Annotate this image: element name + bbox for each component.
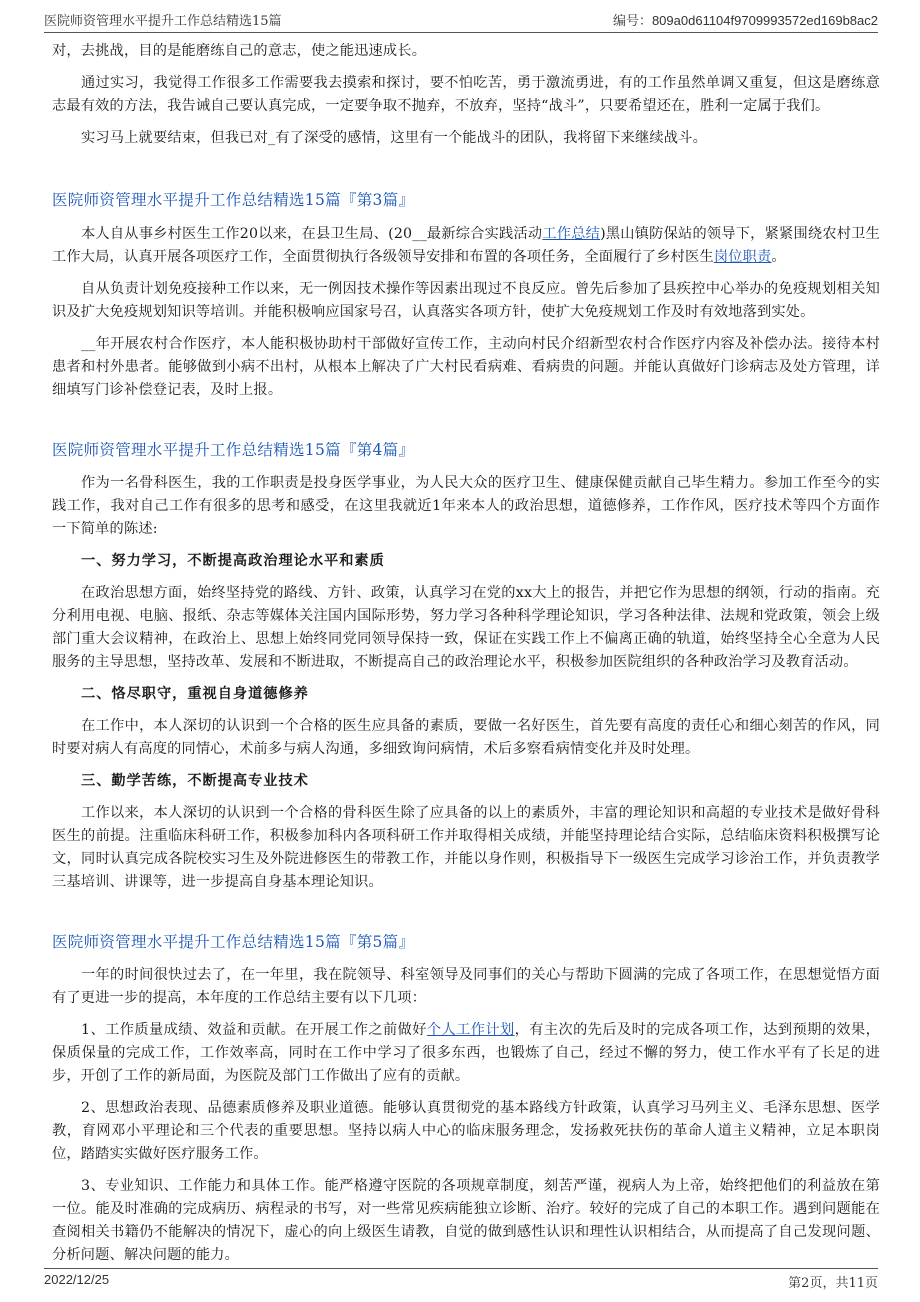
paragraph: 自从负责计划免疫接种工作以来，无一例因技术操作等因素出现过不良反应。曾先后参加了县疾控中心举办的免疫规划相关知识及扩大免疫规划知识等培训。并能积极响应国家号召，认真落实各项方针，使扩大免疫规划工作及时有效地落到实处。 xyxy=(52,281,880,320)
section-heading-4: 医院师资管理水平提升工作总结精选15篇『第4篇』 xyxy=(52,441,415,459)
section-heading-3: 医院师资管理水平提升工作总结精选15篇『第3篇』 xyxy=(52,191,415,209)
paragraph-text: )黑山镇防保站的领导下，紧紧围绕农村卫生工作大局，认真开展各项医疗工作，全面贯彻执行各级领导安排和布置的各项任务，全面履行了乡村医生 xyxy=(52,226,880,265)
paragraph-text: ，有主次的先后及时的完成各项工作，达到预期的效果，保质保量的完成工作，工作效率高，同时在工作中学习了很多东西，也锻炼了自己，经过不懈的努力，使工作水平有了长足的进步，开创了工作的新局面，为医院及部门工作做出了应有的贡献。 xyxy=(52,1022,880,1084)
paragraph: 通过实习，我觉得工作很多工作需要我去摸索和探讨，要不怕吃苦，勇于激流勇进，有的工作虽然单调又重复，但这是磨练意志最有效的方法，我告诫自己要认真完成，一定要争取不抛弃，不放弃，坚持“战斗”，只要希望还在，胜利一定属于我们。 xyxy=(52,75,880,114)
subheading: 一、努力学习，不断提高政治理论水平和素质 xyxy=(81,553,385,569)
paragraph: 工作以来，本人深切的认识到一个合格的骨科医生除了应具备的以上的素质外，丰富的理论知识和高超的专业技术是做好骨科医生的前提。注重临床科研工作，积极参加科内各项科研工作并取得相关成绩，并能坚持理论结合实际，总结临床资料积极撰写论文，同时认真完成各院校实习生及外院进修医生的带教工作，并能以身作则，积极指导下一级医生完成学习诊治工作，并负责教学三基培训、讲课等，进一步提高自身基本理论知识。 xyxy=(52,805,880,890)
job-duties-link[interactable]: 岗位职责 xyxy=(713,249,772,265)
paragraph: 在工作中，本人深切的认识到一个合格的医生应具备的素质，要做一名好医生，首先要有高度的责任心和细心刻苦的作风，同时要对病人有高度的同情心，术前多与病人沟通，多细致询问病情，术后多察看病情变化并及时处理。 xyxy=(52,718,880,757)
document-body xyxy=(52,40,880,1267)
paragraph: 实习马上就要结束，但我已对_有了深受的感情，这里有一个能战斗的团队，我将留下来继续战斗。 xyxy=(81,130,707,146)
personal-work-plan-link[interactable]: 个人工作计划 xyxy=(426,1022,515,1038)
paragraph: 在政治思想方面，始终坚持党的路线、方针、政策，认真学习在党的xx大上的报告，并把它作为思想的纲领，行动的指南。充分利用电视、电脑、报纸、杂志等媒体关注国内国际形势，努力学习各种科学理论知识，学习各种法律、法规和党政策，领会上级部门重大会议精神，在政治上、思想上始终同党同领导保持一致，保证在实践工作上不偏离正确的轨道，始终坚持全心全意为人民服务的主导思想，坚持改革、发展和不断进取，不断提高自己的政治理论水平，积极参加医院组织的各种政治学习及教育活动。 xyxy=(52,585,880,670)
paragraph: __年开展农村合作医疗，本人能积极协助村干部做好宣传工作，主动向村民介绍新型农村合作医疗内容及补偿办法。接待本村患者和村外患者。能够做到小病不出村，从根本上解决了广大村民看病难、看病贵的问题。并能认真做好门诊病志及处方管理，详细填写门诊补偿登记表，及时上报。 xyxy=(52,336,880,398)
paragraph-text: 。 xyxy=(771,249,786,265)
page-footer xyxy=(44,1268,878,1290)
header-title: 医院师资管理水平提升工作总结精选15篇 xyxy=(44,14,282,29)
section-heading-5: 医院师资管理水平提升工作总结精选15篇『第5篇』 xyxy=(52,933,415,951)
work-summary-link[interactable]: 工作总结 xyxy=(542,226,601,242)
paragraph-text: 1、工作质量成绩、效益和贡献。在开展工作之前做好 xyxy=(81,1022,427,1038)
paragraph xyxy=(52,223,880,269)
paragraph: 对，去挑战，目的是能磨练自己的意志，使之能迅速成长。 xyxy=(52,43,427,59)
header-doc-id: 编号：809a0d61104f9709993572ed169b8ac2 xyxy=(612,13,878,28)
footer-date: 2022/12/25 xyxy=(44,1272,110,1287)
paragraph xyxy=(52,1019,880,1088)
paragraph: 一年的时间很快过去了，在一年里，我在院领导、科室领导及同事们的关心与帮助下圆满的完成了各项工作，在思想觉悟方面有了更进一步的提高，本年度的工作总结主要有以下几项： xyxy=(52,967,880,1006)
paragraph: 3、专业知识、工作能力和具体工作。能严格遵守医院的各项规章制度，刻苦严谨，视病人为上帝，始终把他们的利益放在第一位。能及时准确的完成病历、病程录的书写，对一些常见疾病能独立诊断、治疗。较好的完成了自己的本职工作。遇到问题能在查阅相关书籍仍不能解决的情况下，虚心的向上级医生请教，自觉的做到感性认识和理性认识相结合，从而提高了自己发现问题、分析问题、解决问题的能力。 xyxy=(52,1178,880,1263)
subheading: 二、恪尽职守，重视自身道德修养 xyxy=(81,686,309,702)
page-header xyxy=(44,10,878,33)
paragraph: 作为一名骨科医生，我的工作职责是投身医学事业，为人民大众的医疗卫生、健康保健贡献自己毕生精力。参加工作至今的实践工作，我对自己工作有很多的思考和感受，在这里我就近1年来本人的政治思想，道德修养，工作作风，医疗技术等四个方面作一下简单的陈述: xyxy=(52,475,880,537)
paragraph-text: 本人自从事乡村医生工作20以来，在县卫生局、(20__最新综合实践活动 xyxy=(81,226,543,242)
subheading: 三、勤学苦练，不断提高专业技术 xyxy=(81,773,309,789)
page-number: 第2页，共11页 xyxy=(788,1276,878,1291)
paragraph: 2、思想政治表现、品德素质修养及职业道德。能够认真贯彻党的基本路线方针政策，认真学习马列主义、毛泽东思想、医学教，育网邓小平理论和三个代表的重要思想。坚持以病人中心的临床服务理念，发扬救死扶伤的革命人道主义精神，立足本职岗位，踏踏实实做好医疗服务工作。 xyxy=(52,1100,880,1162)
